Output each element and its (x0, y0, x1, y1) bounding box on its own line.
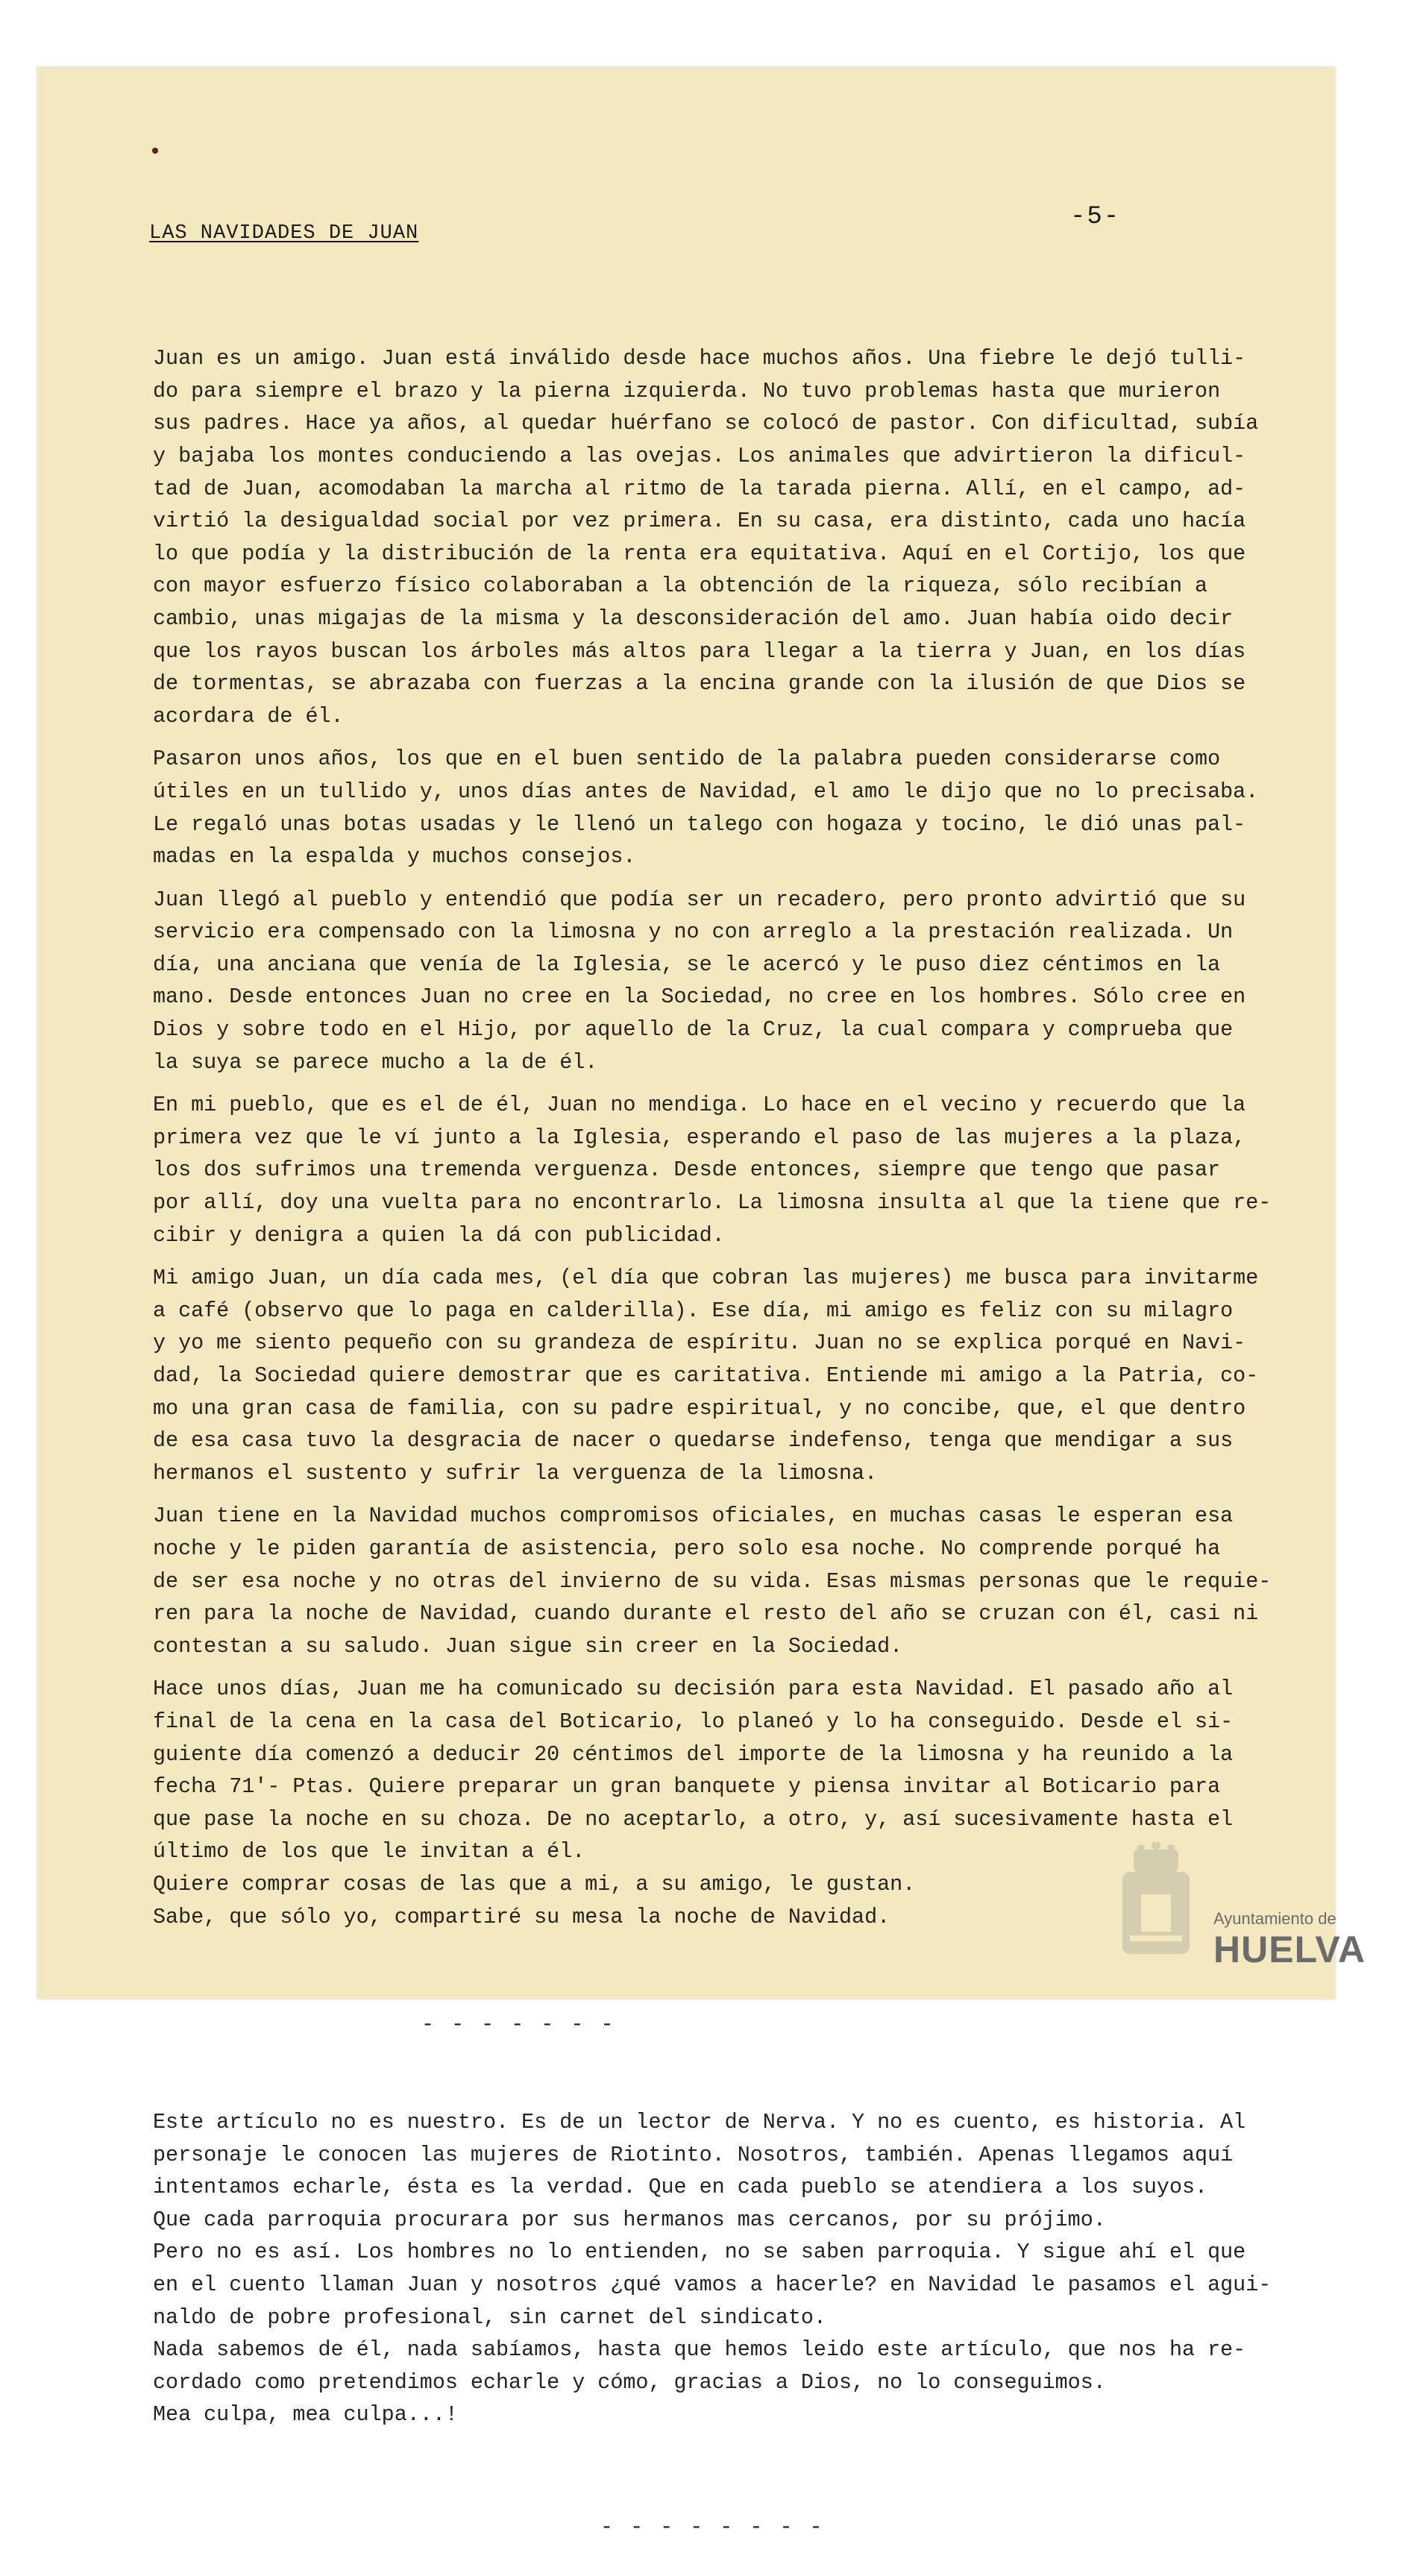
text-line: cibir y denigra a quien la dá con publicidad. (153, 1222, 725, 1248)
paragraph (153, 1500, 1272, 1662)
paragraph (153, 1089, 1272, 1251)
text-line: do para siempre el brazo y la pierna izquierda. No tuvo problemas hasta que murieron (153, 378, 1221, 403)
text-line: mo una gran casa de familia, con su padre espiritual, y no concibe, que, el que dentro (153, 1395, 1246, 1421)
text-line: los dos sufrimos una tremenda verguenza. Desde entonces, siempre que tengo que pasar (153, 1157, 1221, 1183)
text-line: en el cuento llaman Juan y nosotros ¿qué vamos a hacerle? en Navidad le pasamos el agui- (153, 2272, 1272, 2298)
text-line: Pasaron unos años, los que en el buen sentido de la palabra pueden considerarse como (153, 747, 1221, 772)
text-line: Sabe, que sólo yo, compartiré su mesa la noche de Navidad. (153, 1904, 890, 1929)
text-line: contestan a su saludo. Juan sigue sin creer en la Sociedad. (153, 1633, 903, 1659)
text-line: Juan es un amigo. Juan está inválido desde hace muchos años. Una fiebre le dejó tulli- (153, 346, 1246, 371)
text-line: cordado como pretendimos echarle y cómo, gracias a Dios, no lo conseguimos. (153, 2369, 1106, 2395)
text-line: dad, la Sociedad quiere demostrar que es caritativa. Entiende mi amigo a la Patria, co- (153, 1363, 1259, 1388)
text-line: virtió la desigualdad social por vez primera. En su casa, era distinto, cada uno hacía (153, 509, 1246, 534)
epilogue (153, 2106, 1272, 2431)
text-line: intentamos echarle, ésta es la verdad. Que en cada pueblo se atendiera a los suyos. (153, 2175, 1208, 2200)
text-line: Pero no es así. Los hombres no lo entienden, no se saben parroquia. Y sigue ahí el que (153, 2240, 1246, 2265)
paragraph (153, 743, 1259, 873)
text-line: Nada sabemos de él, nada sabíamos, hasta que hemos leido este artículo, que nos ha re- (153, 2337, 1246, 2363)
text-line: fecha 71'- Ptas. Quiere preparar un gran banquete y piensa invitar al Boticario para (153, 1774, 1221, 1800)
paragraphs (153, 342, 1272, 1933)
text-line: tad de Juan, acomodaban la marcha al ritmo de la tarada pierna. Allí, en el campo, ad- (153, 476, 1246, 501)
logo-subtitle: Ayuntamiento de (1213, 1909, 1336, 1928)
text-line: Juan llegó al pueblo y entendió que podía ser un recadero, pero pronto advirtió que su (153, 887, 1246, 912)
separator: - - - - - - - (421, 2012, 616, 2038)
text-line: final de la cena en la casa del Boticario, lo planeó y lo ha conseguido. Desde el si- (153, 1709, 1234, 1734)
article-body (153, 277, 1272, 2576)
text-line: de ser esa noche y no otras del invierno de su vida. Esas mismas personas que le requie- (153, 1568, 1272, 1594)
logo-title: HUELVA (1213, 1929, 1366, 1970)
text-line: con mayor esfuerzo físico colaboraban a la obtención de la riqueza, sólo recibían a (153, 574, 1208, 599)
paragraph (153, 342, 1259, 732)
paragraph (153, 1262, 1259, 1489)
text-line: y yo me siento pequeño con su grandeza de espíritu. Juan no se explica porqué en Navi- (153, 1331, 1246, 1356)
text-line: mano. Desde entonces Juan no cree en la Sociedad, no cree en los hombres. Sólo cree en (153, 984, 1246, 1010)
text-line: Dios y sobre todo en el Hijo, por aquello de la Cruz, la cual compara y comprueba que (153, 1017, 1234, 1043)
text-line: En mi pueblo, que es el de él, Juan no mendiga. Lo hace en el vecino y recuerdo que la (153, 1093, 1246, 1118)
text-line: Quiere comprar cosas de las que a mi, a su amigo, le gustan. (153, 1871, 916, 1897)
paragraph (153, 1673, 1234, 1933)
ink-mark (152, 148, 158, 154)
text-line: naldo de pobre profesional, sin carnet del sindicato. (153, 2305, 826, 2330)
text-line: Hace unos días, Juan me ha comunicado su decisión para esta Navidad. El pasado año al (153, 1677, 1234, 1702)
text-line: Mea culpa, mea culpa...! (153, 2402, 458, 2428)
page-number: -5- (1070, 203, 1121, 231)
text-line: Le regaló unas botas usadas y le llenó un talego con hogaza y tocino, le dió unas pal- (153, 811, 1246, 837)
text-line: hermanos el sustento y sufrir la verguenza de la limosna. (153, 1460, 878, 1486)
text-line: la suya se parece mucho a la de él. (153, 1049, 598, 1075)
article-title: LAS NAVIDADES DE JUAN (149, 222, 419, 245)
text-line: Mi amigo Juan, un día cada mes, (el día que cobran las mujeres) me busca para invitarme (153, 1266, 1259, 1291)
closing-separator: - - - - - - - - (600, 2515, 825, 2540)
text-line: madas en la espalda y muchos consejos. (153, 844, 636, 870)
text-line: acordara de él. (153, 703, 344, 729)
text-line: que pase la noche en su choza. De no aceptarlo, a otro, y, así sucesivamente hasta el (153, 1806, 1234, 1832)
paragraph (153, 884, 1246, 1079)
text-line: servicio era compensado con la limosna y no con arreglo a la prestación realizada. Un (153, 920, 1234, 945)
text-line: noche y le piden garantía de asistencia, pero solo esa noche. No comprende porqué ha (153, 1536, 1221, 1561)
text-line: lo que podía y la distribución de la renta era equitativa. Aquí en el Cortijo, los que (153, 541, 1246, 566)
text-line: de esa casa tuvo la desgracia de nacer o quedarse indefenso, tenga que mendigar a sus (153, 1428, 1234, 1454)
text-line: guiente día comenzó a deducir 20 céntimos del importe de la limosna y ha reunido a la (153, 1741, 1234, 1767)
text-line: y bajaba los montes conduciendo a las ovejas. Los animales que advirtieron la dificul- (153, 443, 1246, 468)
text-line: Que cada parroquia procurara por sus hermanos mas cercanos, por su prójimo. (153, 2207, 1106, 2232)
text-line: personaje le conocen las mujeres de Riotinto. Nosotros, también. Apenas llegamos aquí (153, 2142, 1234, 2167)
text-line: que los rayos buscan los árboles más altos para llegar a la tierra y Juan, en los días (153, 638, 1246, 664)
text-line: Este artículo no es nuestro. Es de un lector de Nerva. Y no es cuento, es historia. Al (153, 2110, 1246, 2135)
text-line: cambio, unas migajas de la misma y la desconsideración del amo. Juan había oido decir (153, 606, 1234, 631)
text-line: sus padres. Hace ya años, al quedar huérfano se colocó de pastor. Con dificultad, subía (153, 411, 1259, 436)
text-line: Juan tiene en la Navidad muchos compromisos oficiales, en muchas casas le esperan esa (153, 1504, 1234, 1529)
text-line: por allí, doy una vuelta para no encontrarlo. La limosna insulta al que la tiene que re- (153, 1190, 1272, 1216)
text-line: último de los que le invitan a él. (153, 1839, 585, 1865)
text-line: día, una anciana que venía de la Iglesia, se le acercó y le puso diez céntimos en la (153, 952, 1221, 977)
text-line: de tormentas, se abrazaba con fuerzas a la encina grande con la ilusión de que Dios se (153, 671, 1246, 697)
text-line: a café (observo que lo paga en calderilla). Ese día, mi amigo es feliz con su milagro (153, 1298, 1234, 1323)
text-line: ren para la noche de Navidad, cuando durante el resto del año se cruzan con él, casi ni (153, 1601, 1259, 1627)
text-line: primera vez que le ví junto a la Iglesia, esperando el paso de las mujeres a la plaza, (153, 1125, 1246, 1150)
text-line: útiles en un tullido y, unos días antes de Navidad, el amo le dijo que no lo precisaba. (153, 779, 1259, 804)
